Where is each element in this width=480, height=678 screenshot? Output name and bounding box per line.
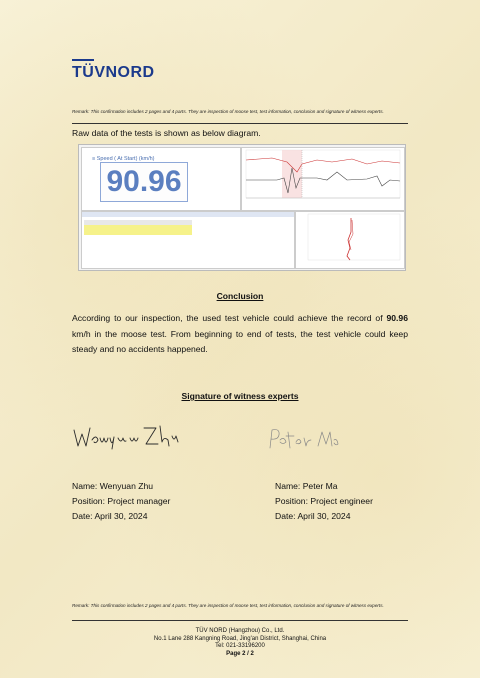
raw-data-screenshot	[78, 144, 406, 271]
signatures-heading: Signature of witness experts	[181, 391, 299, 401]
footer	[0, 628, 480, 658]
table-row	[84, 230, 192, 235]
table-row	[84, 225, 192, 230]
conclusion-record: 90.96	[386, 313, 408, 323]
header-divider	[72, 123, 408, 124]
trajectory-graph	[295, 211, 405, 269]
trajectory-graph-plot	[296, 212, 404, 268]
intro-text: Raw data of the tests is shown as below diagram.	[72, 128, 261, 138]
conclusion-paragraph	[72, 311, 408, 358]
speed-label: ≡ Speed ( At Start) (km/h)	[92, 156, 155, 162]
speed-time-graph	[241, 147, 405, 211]
footer-remark: Remark: This confirmation includes 2 pages and 4 parts. They are inspection of moose test, test information, conclusion and signature of witness experts.	[72, 603, 384, 608]
conclusion-text-after: km/h in the moose test. From beginning to end of tests, the test vehicle could keep steady and no accidents happened.	[72, 328, 408, 354]
data-table-window	[81, 211, 295, 269]
footer-tel: Tel: 021-33196200	[215, 643, 265, 649]
page-number: Page 2 / 2	[226, 650, 254, 657]
expert-name: Name: Wenyuan Zhu	[72, 481, 154, 491]
header-remark: Remark: This confirmation includes 2 pages and 4 parts. They are inspection of moose test, test information, conclusion and signature of witness experts.	[72, 109, 384, 114]
expert-block-1	[72, 479, 170, 524]
footer-address: No.1 Lane 288 Kangning Road, Jing'an District, Shanghai, China	[153, 635, 327, 642]
signature-peter-ma	[266, 424, 346, 454]
logo-text: TÜVNORD	[72, 64, 155, 81]
speed-panel	[81, 147, 241, 211]
footer-company: TÜV NORD (Hangzhou) Co., Ltd.	[195, 628, 285, 634]
expert-position: Position: Project engineer	[275, 496, 373, 506]
conclusion-text-before: According to our inspection, the used test vehicle could achieve the record of	[72, 313, 387, 323]
tuv-nord-logo	[72, 64, 155, 82]
table-header-row	[84, 220, 192, 225]
logo-bar	[72, 59, 94, 61]
expert-position: Position: Project manager	[72, 496, 171, 506]
speed-value: 90.96	[100, 162, 188, 202]
expert-name: Name: Peter Ma	[275, 481, 338, 491]
expert-date: Date: April 30, 2024	[275, 511, 351, 521]
expert-date: Date: April 30, 2024	[72, 511, 148, 521]
conclusion-heading: Conclusion	[216, 291, 264, 301]
speed-time-graph-plot	[242, 148, 404, 210]
footer-divider	[72, 620, 408, 621]
signature-wenyuan-zhu	[72, 420, 182, 456]
expert-block-2	[275, 479, 373, 524]
table-window-titlebar	[82, 212, 294, 217]
